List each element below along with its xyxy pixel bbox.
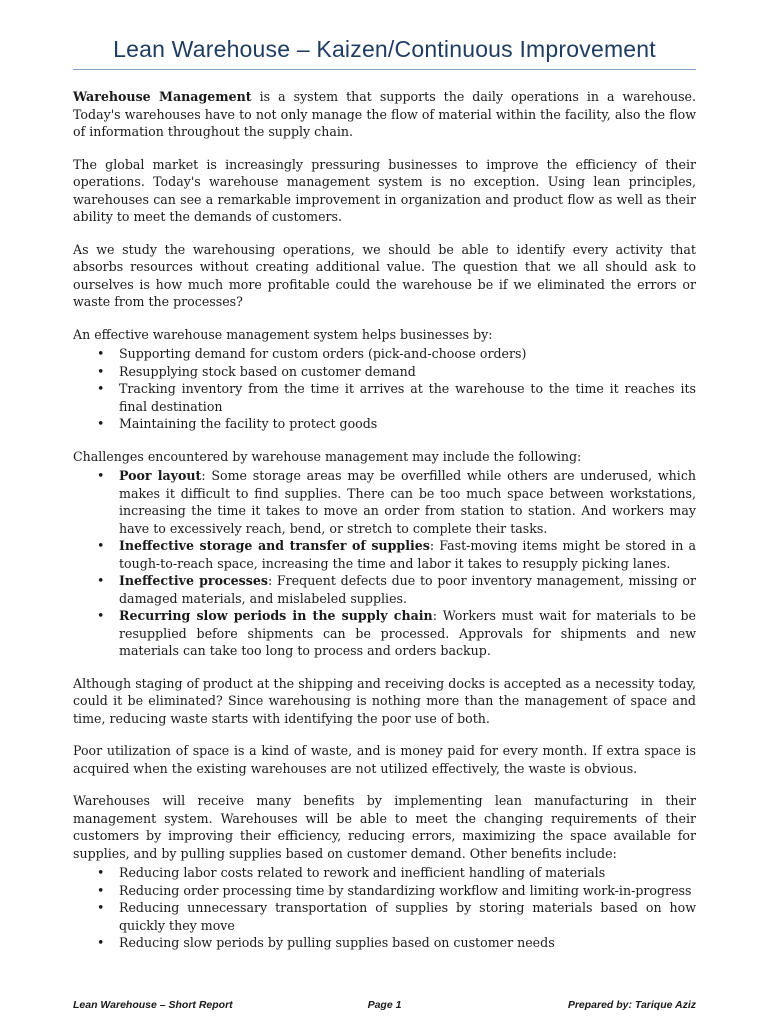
intro-lead-term: Warehouse Management bbox=[73, 89, 252, 104]
challenge-text: : Fast-moving items might be stored in a tough-to-reach space, increasing the time and labor it takes to resupply picking lanes. bbox=[119, 538, 697, 571]
challenge-text: : Workers must wait for materials to be resupplied before shipments can be processed. Approvals for shipments and new materials can take too long to process and orders backup. bbox=[119, 608, 696, 658]
document-body bbox=[73, 88, 696, 967]
intro-paragraph bbox=[73, 88, 696, 141]
footer-author: Prepared by: Tarique Aziz bbox=[567, 999, 696, 1011]
list-item: • Reducing labor costs related to rework and inefficient handling of materials bbox=[73, 864, 696, 882]
list-item bbox=[73, 607, 696, 660]
operations-paragraph: As we study the warehousing operations, we should be able to identify every activity that absorbs resources without creating additional value. The question that we all should ask to ourselves is how much more profitable could the warehouse be if we eliminated the errors or waste from the processes? bbox=[73, 241, 696, 309]
benefits-list bbox=[73, 864, 696, 952]
space-paragraph: Poor utilization of space is a kind of waste, and is money paid for every month. If extra space is acquired when the existing warehouses are not utilized effectively, the waste is obvious. bbox=[73, 743, 696, 776]
list-item: • Tracking inventory from the time it arrives at the warehouse to the time it reaches its final destination bbox=[73, 380, 696, 415]
list-item: • Reducing slow periods by pulling supplies based on customer needs bbox=[73, 934, 696, 952]
list-item: • Maintaining the facility to protect goods bbox=[73, 415, 696, 433]
page-title: Lean Warehouse – Kaizen/Continuous Improvement bbox=[113, 36, 656, 62]
challenge-term: Poor layout bbox=[119, 468, 202, 483]
list-item: • Resupplying stock based on customer demand bbox=[73, 363, 696, 381]
helps-list bbox=[73, 345, 696, 433]
staging-paragraph: Although staging of product at the shipping and receiving docks is accepted as a necessity today, could it be eliminated? Since warehousing is nothing more than the management of space and time, reducing waste starts with identifying the poor use of both. bbox=[73, 675, 696, 726]
intro-lead-text: is a system that supports the daily operations in a warehouse. Today's warehouses have to not only manage the flow of material within the facility, also the flow of information throughout the supply chain. bbox=[73, 89, 696, 139]
benefits-intro: Warehouses will receive many benefits by implementing lean manufacturing in their management system. Warehouses will be able to meet the changing requirements of their customers by improving their efficiency, reducing errors, maximizing the space available for supplies, and by pulling supplies based on customer demand. Other benefits include: bbox=[73, 793, 696, 861]
page-footer bbox=[73, 999, 696, 1015]
challenge-term: Recurring slow periods in the supply chain bbox=[119, 608, 433, 623]
market-paragraph: The global market is increasingly pressuring businesses to improve the efficiency of their operations. Today's warehouse management system is no exception. Using lean principles, warehouses can see a remarkable improvement in organization and product flow as well as their ability to meet the demands of customers. bbox=[73, 156, 696, 224]
list-item bbox=[73, 572, 696, 607]
footer-page-number: Page 1 bbox=[367, 999, 402, 1011]
list-item bbox=[73, 537, 696, 572]
list-item: • Supporting demand for custom orders (pick-and-choose orders) bbox=[73, 345, 696, 363]
helps-intro: An effective warehouse management system helps businesses by: bbox=[73, 326, 493, 342]
challenges-intro: Challenges encountered by warehouse management may include the following: bbox=[73, 448, 582, 464]
challenge-term: Ineffective processes bbox=[119, 573, 268, 588]
challenge-text: : Some storage areas may be overfilled while others are underused, which makes it difficult to find supplies. There can be too much space between workstations, increasing the time it takes to move an order from station to station. And workers may have to excessively reach, bend, or stretch to complete their tasks. bbox=[119, 468, 696, 536]
list-item bbox=[73, 467, 696, 537]
title-divider bbox=[73, 69, 696, 70]
challenge-term: Ineffective storage and transfer of supplies bbox=[119, 538, 430, 553]
footer-report-title: Lean Warehouse – Short Report bbox=[73, 999, 233, 1011]
challenge-text: : Frequent defects due to poor inventory management, missing or damaged materials, and mislabeled supplies. bbox=[119, 573, 696, 606]
list-item: • Reducing unnecessary transportation of supplies by storing materials based on how quickly they move bbox=[73, 899, 696, 934]
list-item: • Reducing order processing time by standardizing workflow and limiting work-in-progress bbox=[73, 882, 696, 900]
challenges-list bbox=[73, 467, 696, 660]
